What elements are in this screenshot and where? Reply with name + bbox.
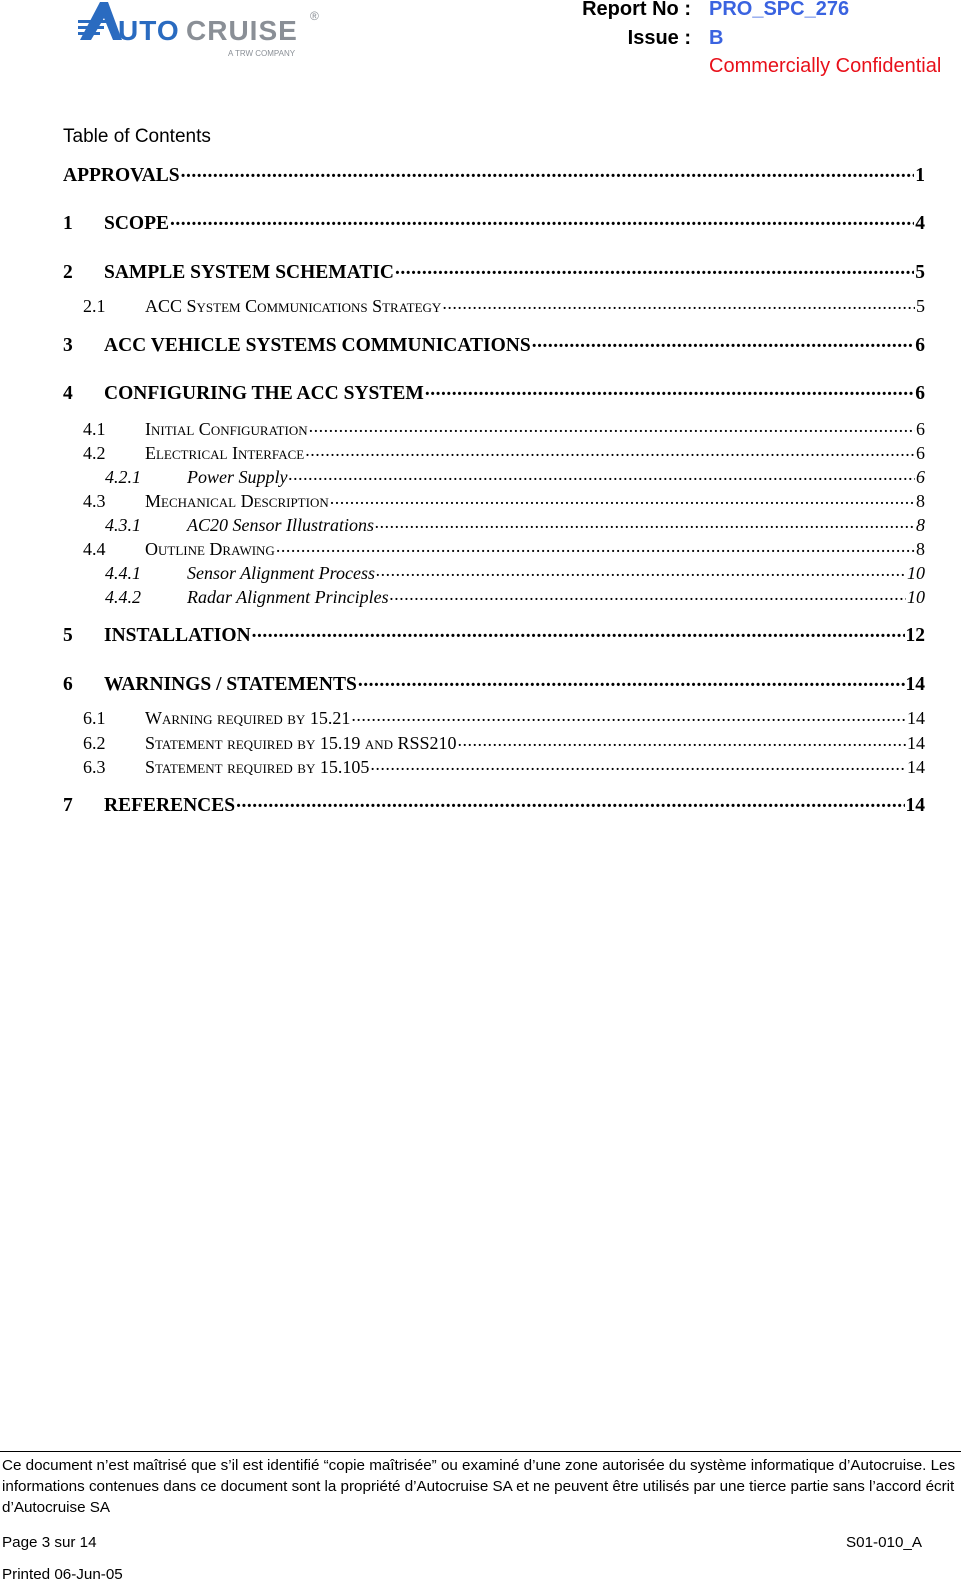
toc-entry-outline-drawing[interactable] [63,537,925,561]
toc-entry-number: 4.3 [83,491,106,511]
toc-entry-page: 10 [907,563,925,583]
toc-entry-page: 6 [916,419,925,439]
svg-text:CRUISE: CRUISE [186,15,298,46]
footer-page-info: Page 3 sur 14 [2,1534,97,1551]
toc-entry-number: 6.1 [83,708,106,728]
toc-entry-ac20-sensor-illustrations[interactable] [63,513,925,537]
footer-divider [0,1451,961,1452]
toc-entry-number: 4.2.1 [105,467,141,487]
toc-entry-page: 14 [907,757,925,777]
toc-entry-text: Radar Alignment Principles [187,587,389,607]
toc-entry-page: 14 [905,673,925,695]
toc-entry-number: 5 [63,624,73,646]
toc-entry-page: 14 [907,733,925,753]
toc-entry-text: Power Supply [187,467,288,487]
toc-entry-page: 8 [916,491,925,511]
toc-entry-text: ACC VEHICLE SYSTEMS COMMUNICATIONS [104,334,531,356]
confidentiality-notice: Commercially Confidential [709,55,942,77]
svg-text:®: ® [310,9,319,23]
toc-entry-number: 4.4.1 [105,563,141,583]
toc-entry-sample-system-schematic[interactable] [63,258,925,282]
toc-entry-text: APPROVALS [63,164,180,186]
toc-entry-power-supply[interactable] [63,465,925,489]
company-logo [78,0,328,62]
toc-entry-number: 6 [63,673,73,695]
toc-entry-page: 14 [905,794,925,816]
toc-entry-text: SAMPLE SYSTEM SCHEMATIC [104,261,395,283]
toc-entry-number: 4.4 [83,539,106,559]
toc-entry-page: 4 [915,212,925,234]
footer-legal-notice: Ce document n’est maîtrisé que s’il est identifié “copie maîtrisée” ou examiné d’une zone autorisée du système informatique d’Autocruise. Les informations contenues dans ce document sont la propriété d’Autocruise SA et ne peuvent être utilisés par une tierce partie sans l’accord écrit d’Autocruise SA [2,1457,956,1516]
toc-entry-number: 6.2 [83,733,106,753]
toc-entry-number: 4.2 [83,443,106,463]
footer-printed-date: Printed 06-Jun-05 [2,1566,123,1583]
toc-entry-radar-alignment-principles[interactable] [63,585,925,609]
toc-entry-mechanical-description[interactable] [63,489,925,513]
toc-entry-installation[interactable] [63,621,925,645]
toc-entry-page: 6 [915,334,925,356]
toc-entry-statement-15-19-rss210[interactable] [63,731,925,755]
autocruise-logo-graphic [78,0,328,62]
toc-entry-page: 5 [916,296,925,316]
toc-entry-number: 2 [63,261,73,283]
toc-entry-text: ACC System Communications Strategy [145,296,442,316]
toc-entry-page: 1 [915,164,925,186]
toc-entry-page: 14 [907,708,925,728]
toc-entry-text: Sensor Alignment Process [187,563,375,583]
issue-value: B [709,27,724,49]
toc-entry-text: Statement required by 15.19 and RSS210 [145,733,457,753]
footer-doc-code: S01-010_A [846,1534,922,1551]
toc-entry-sensor-alignment-process[interactable] [63,561,925,585]
toc-entry-page: 10 [907,587,925,607]
toc-entry-text: INSTALLATION [104,624,251,646]
toc-entry-text: Warning required by 15.21 [145,708,351,728]
toc-entry-text: AC20 Sensor Illustrations [187,515,375,535]
toc-entry-text: REFERENCES [104,794,236,816]
toc-entry-acc-vehicle-systems[interactable] [63,331,925,355]
toc-entry-text: WARNINGS / STATEMENTS [104,673,357,695]
toc-entry-number: 3 [63,334,73,356]
toc-entry-approvals[interactable] [63,161,925,185]
toc-entry-statement-15-105[interactable] [63,755,925,779]
toc-entry-number: 4.1 [83,419,106,439]
toc-entry-number: 6.3 [83,757,106,777]
toc-entry-page: 6 [916,443,925,463]
toc-entry-warnings-statements[interactable] [63,670,925,694]
toc-entry-text: Electrical Interface [145,443,305,463]
report-number-label: Report No : [582,0,691,20]
toc-entry-page: 5 [915,261,925,283]
toc-entry-configuring-acc[interactable] [63,379,925,403]
toc-entry-references[interactable] [63,791,925,815]
toc-entry-text: Outline Drawing [145,539,275,559]
issue-label: Issue : [627,27,691,49]
toc-entry-page: 12 [905,624,925,646]
toc-entry-text: Mechanical Description [145,491,329,511]
toc-entry-page: 8 [916,515,925,535]
toc-entry-number: 4.3.1 [105,515,141,535]
toc-entry-number: 4 [63,382,73,404]
toc-entry-page: 6 [915,382,925,404]
toc-entry-text: Initial Configuration [145,419,308,439]
toc-entry-number: 4.4.2 [105,587,141,607]
svg-text:UTO: UTO [118,15,180,46]
toc-entry-scope[interactable] [63,209,925,233]
toc-entry-text: Statement required by 15.105 [145,757,370,777]
logo-tagline: A TRW COMPANY [228,49,296,58]
toc-entry-number: 7 [63,794,73,816]
toc-entry-acc-communications-strategy[interactable] [63,294,925,318]
toc-entry-page: 8 [916,539,925,559]
toc-entry-warning-15-21[interactable] [63,706,925,730]
toc-entry-number: 2.1 [83,296,106,316]
toc-title: Table of Contents [63,126,211,147]
toc-entry-text: CONFIGURING THE ACC SYSTEM [104,382,424,404]
toc-entry-number: 1 [63,212,73,234]
toc-entry-initial-configuration[interactable] [63,417,925,441]
toc-entry-electrical-interface[interactable] [63,441,925,465]
report-number-value: PRO_SPC_276 [709,0,850,20]
toc-entry-text: SCOPE [104,212,170,234]
toc-entry-page: 6 [916,467,925,487]
